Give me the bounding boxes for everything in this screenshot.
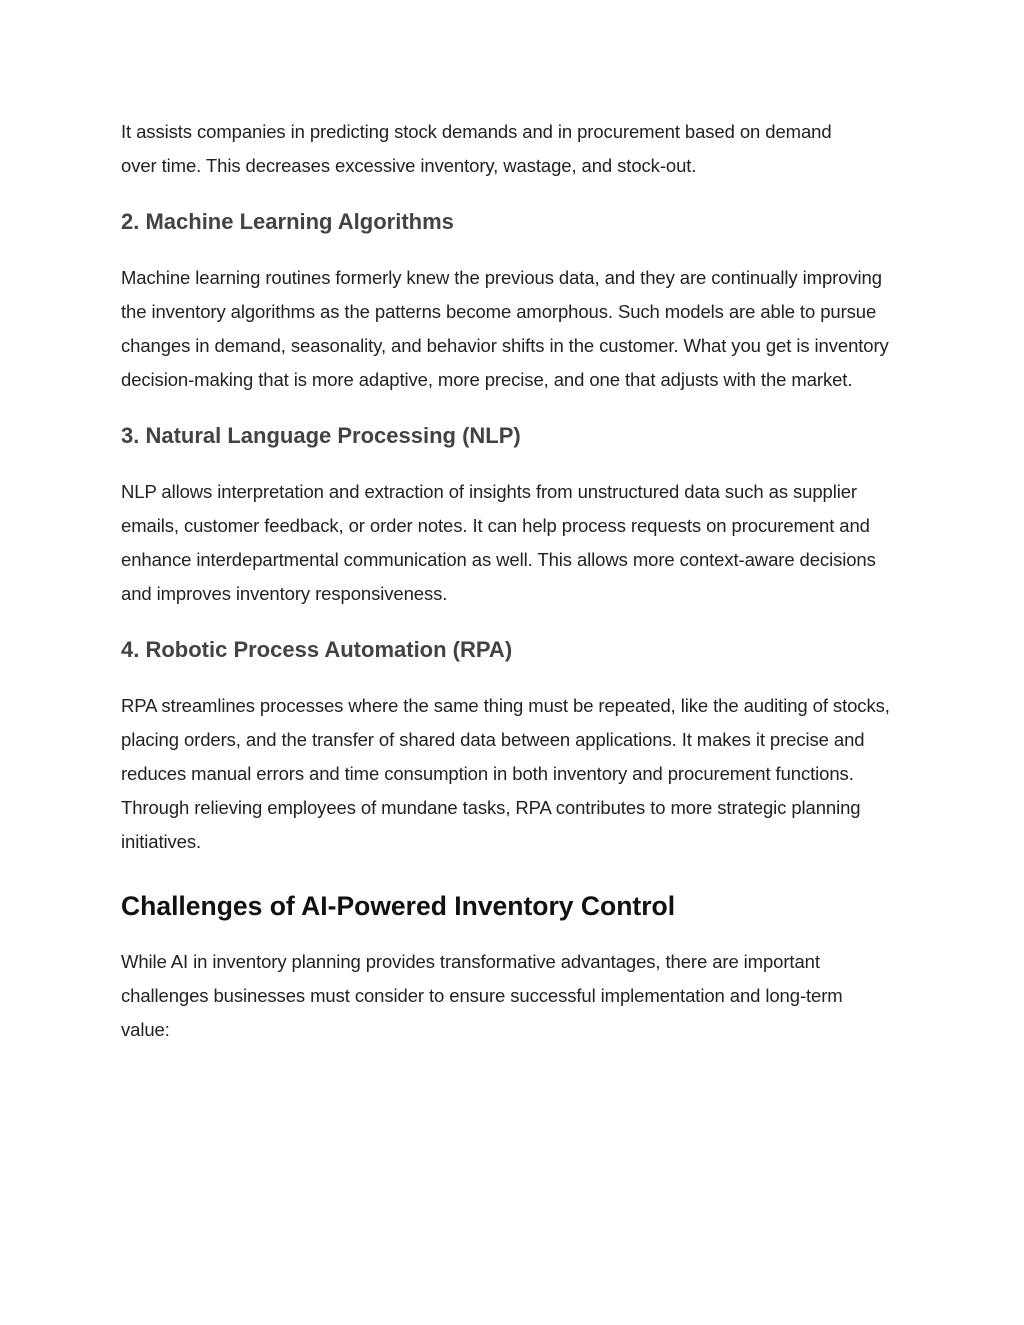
section-body-nlp: NLP allows interpretation and extraction of insights from unstructured data such as supplier emails, customer feedback, or order notes. It can help process requests on procurement and enhance interdepartmental communication as well. This allows more context-aware decisions and improves inventory responsiveness. bbox=[121, 481, 876, 604]
section-body-machine-learning: Machine learning routines formerly knew the previous data, and they are continually improving the inventory algorithms as the patterns become amorphous. Such models are able to pursue changes in demand, seasonality, and behavior shifts in the customer. What you get is inventory decision-making that is more adaptive, more precise, and one that adjusts with the market. bbox=[121, 267, 889, 390]
document-page bbox=[121, 115, 911, 1047]
section-heading-machine-learning: 2. Machine Learning Algorithms bbox=[121, 209, 454, 234]
challenges-paragraph: While AI in inventory planning provides transformative advantages, there are important challenges businesses must consider to ensure successful implementation and long-term value: bbox=[121, 951, 843, 1040]
intro-paragraph: It assists companies in predicting stock demands and in procurement based on demand over time. This decreases excessive inventory, wastage, and stock-out. bbox=[121, 121, 832, 176]
section-heading-rpa: 4. Robotic Process Automation (RPA) bbox=[121, 637, 513, 662]
section-heading-nlp: 3. Natural Language Processing (NLP) bbox=[121, 423, 521, 448]
section-body-rpa: RPA streamlines processes where the same thing must be repeated, like the auditing of stocks, placing orders, and the transfer of shared data between applications. It makes it precise and reduces manual errors and time consumption in both inventory and procurement functions. Through relieving employees of mundane tasks, RPA contributes to more strategic planning initiatives. bbox=[121, 695, 890, 852]
challenges-heading: Challenges of AI-Powered Inventory Control bbox=[121, 891, 676, 921]
